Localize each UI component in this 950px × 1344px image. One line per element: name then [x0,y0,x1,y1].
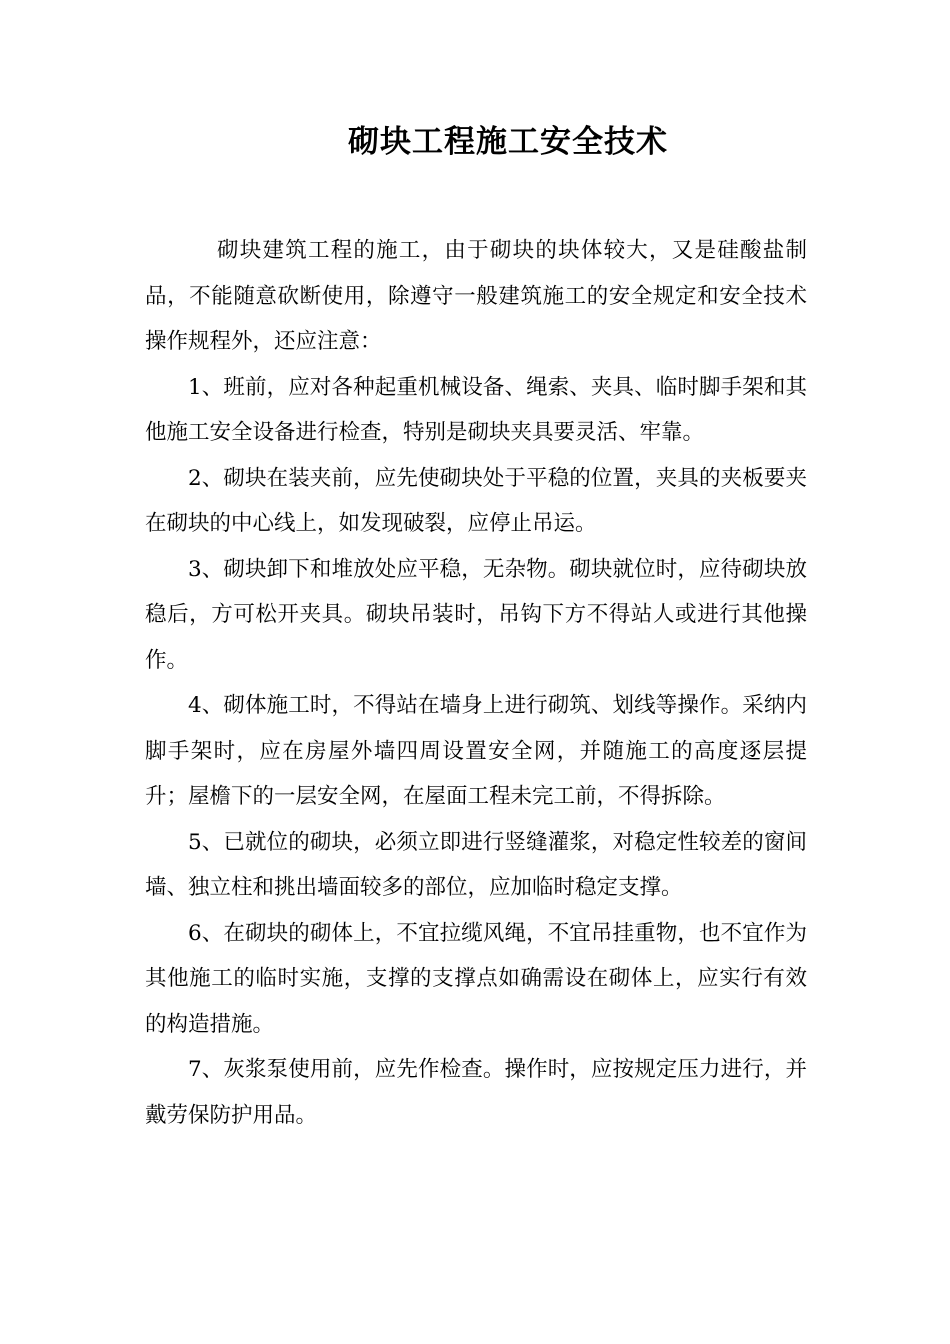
rule-paragraph-7: 7、灰浆泵使用前，应先作检查。操作时，应按规定压力进行，并戴劳保防护用品。 [145,1057,807,1128]
rule-paragraph-6: 6、在砌块的砌体上，不宜拉缆风绳，不宜吊挂重物，也不宜作为其他施工的临时实施，支撑的支撑点如确需设在砌体上，应实行有效的构造措施。 [145,920,807,1037]
intro-paragraph: 砌块建筑工程的施工，由于砌块的块体较大，又是硅酸盐制品，不能随意砍断使用，除遵守一般建筑施工的安全规定和安全技术操作规程外，还应注意： [145,238,807,354]
rule-paragraph-1: 1、班前，应对各种起重机械设备、绳索、夹具、临时脚手架和其他施工安全设备进行检查，特别是砌块夹具要灵活、牢靠。 [145,374,807,445]
rule-paragraph-5: 5、已就位的砌块，必须立即进行竖缝灌浆，对稳定性较差的窗间墙、独立柱和挑出墙面较多的部位，应加临时稳定支撑。 [145,829,807,900]
document-body [145,228,807,1138]
rule-paragraph-2: 2、砌块在装夹前，应先使砌块处于平稳的位置，夹具的夹板要夹在砌块的中心线上，如发现破裂，应停止吊运。 [145,465,807,536]
rule-paragraph-3: 3、砌块卸下和堆放处应平稳，无杂物。砌块就位时，应待砌块放稳后，方可松开夹具。砌块吊装时，吊钩下方不得站人或进行其他操作。 [145,556,807,673]
rule-paragraph-4: 4、砌体施工时，不得站在墙身上进行砌筑、划线等操作。采纳内脚手架时，应在房屋外墙四周设置安全网，并随施工的高度逐层提升；屋檐下的一层安全网，在屋面工程未完工前，不得拆除。 [145,693,807,809]
document-title: 砌块工程施工安全技术 [348,124,668,160]
